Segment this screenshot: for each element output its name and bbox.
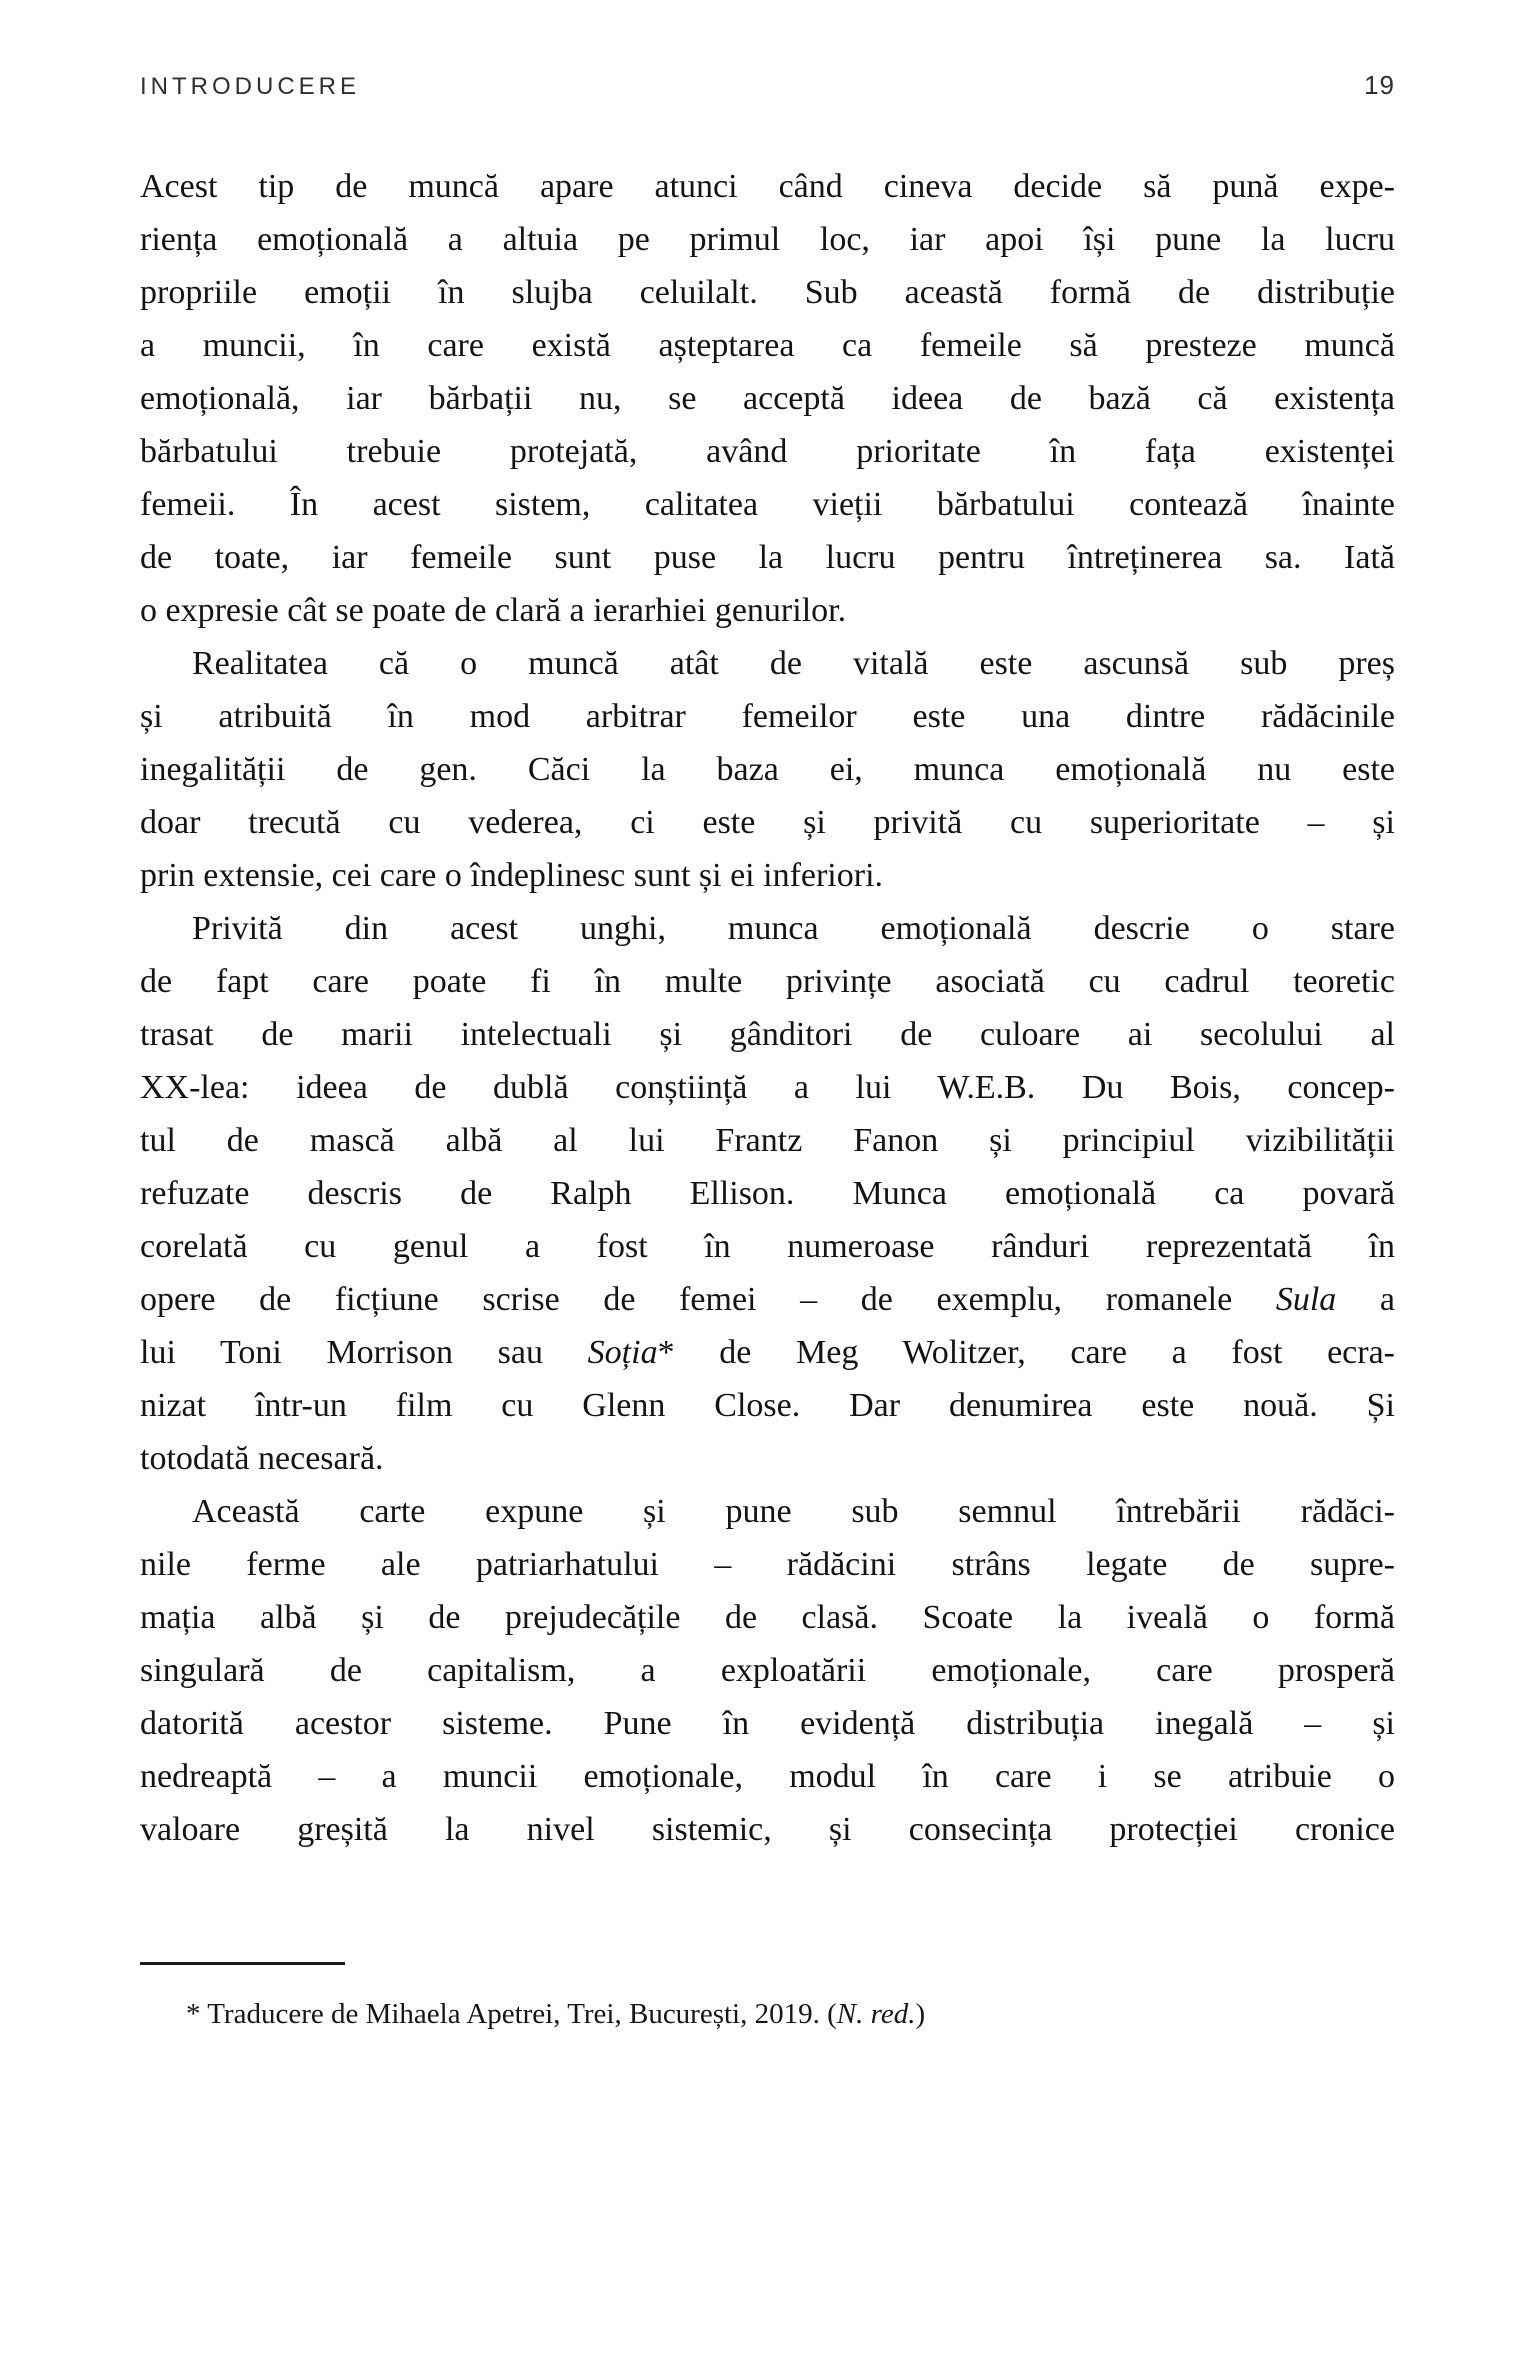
- body-text: [140, 160, 1395, 1856]
- chapter-title: INTRODUCERE: [140, 73, 361, 100]
- text-line: singulară de capitalism, a exploatării emoționale, care prosperă: [140, 1652, 1395, 1689]
- text-line: Această carte expune și pune sub semnul întrebării rădăci-: [192, 1493, 1395, 1530]
- text-line: inegalității de gen. Căci la baza ei, munca emoțională nu este: [140, 751, 1395, 788]
- text-line: datorită acestor sisteme. Pune în evidență distribuția inegală – și: [140, 1705, 1395, 1742]
- text-line: prin extensie, cei care o îndeplinesc sunt și ei inferiori.: [140, 857, 884, 894]
- text-line: trasat de marii intelectuali și gânditori de culoare ai secolului al: [140, 1016, 1395, 1053]
- text-line: Privită din acest unghi, munca emoțională descrie o stare: [192, 910, 1395, 947]
- paragraph: [140, 902, 1395, 1485]
- footnote: * Traducere de Mihaela Apetrei, Trei, București, 2019. (N. red.): [186, 1998, 926, 2030]
- text-line: de toate, iar femeile sunt puse la lucru pentru întreținerea sa. Iată: [140, 539, 1395, 576]
- text-line: de fapt care poate fi în multe privințe asociată cu cadrul teoretic: [140, 963, 1395, 1000]
- text-line: riența emoțională a altuia pe primul loc, iar apoi își pune la lucru: [140, 221, 1395, 258]
- text-line: refuzate descris de Ralph Ellison. Munca emoțională ca povară: [140, 1175, 1395, 1212]
- text-line: Realitatea că o muncă atât de vitală este ascunsă sub preș: [192, 645, 1395, 682]
- italic-text: Sula: [1275, 1281, 1337, 1318]
- text-line: nile ferme ale patriarhatului – rădăcini strâns legate de supre-: [140, 1546, 1395, 1583]
- footnote-area: [140, 1962, 1395, 2035]
- paragraph: [140, 160, 1395, 637]
- italic-text: N. red.: [836, 1998, 916, 2030]
- text-line: Acest tip de muncă apare atunci când cineva decide să pună expe-: [140, 168, 1395, 205]
- text-line: XX-lea: ideea de dublă conștiință a lui W.E.B. Du Bois, concep-: [140, 1069, 1395, 1106]
- text-line: o expresie cât se poate de clară a ierarhiei genurilor.: [140, 592, 847, 629]
- running-head: [140, 70, 1395, 101]
- page-number: 19: [1364, 70, 1395, 100]
- paragraph: [140, 637, 1395, 902]
- text-line: tul de mască albă al lui Frantz Fanon și principiul vizibilității: [140, 1122, 1395, 1159]
- text-line: doar trecută cu vederea, ci este și privită cu superioritate – și: [140, 804, 1395, 841]
- text-line: bărbatului trebuie protejată, având prioritate în fața existenței: [140, 433, 1395, 470]
- paragraph: [140, 1485, 1395, 1856]
- text-line: propriile emoții în slujba celuilalt. Sub această formă de distribuție: [140, 274, 1395, 311]
- italic-text: Soția: [587, 1334, 658, 1371]
- text-line: valoare greșită la nivel sistemic, și consecința protecției cronice: [140, 1811, 1395, 1848]
- text-line: opere de ficțiune scrise de femei – de exemplu, romanele Sula a: [140, 1281, 1395, 1318]
- text-line: corelată cu genul a fost în numeroase rânduri reprezentată în: [140, 1228, 1395, 1265]
- footnote-rule: [140, 1962, 345, 1965]
- text-line: nedreaptă – a muncii emoționale, modul în care i se atribuie o: [140, 1758, 1395, 1795]
- text-line: și atribuită în mod arbitrar femeilor este una dintre rădăcinile: [140, 698, 1395, 735]
- text-line: totodată necesară.: [140, 1440, 384, 1477]
- text-line: femeii. În acest sistem, calitatea vieții bărbatului contează înainte: [140, 486, 1395, 523]
- text-line: nizat într-un film cu Glenn Close. Dar denumirea este nouă. Și: [140, 1387, 1395, 1424]
- text-line: mația albă și de prejudecățile de clasă. Scoate la iveală o formă: [140, 1599, 1395, 1636]
- text-line: lui Toni Morrison sau Soția* de Meg Wolitzer, care a fost ecra-: [140, 1334, 1395, 1371]
- text-line: a muncii, în care există așteptarea ca femeile să presteze muncă: [140, 327, 1395, 364]
- text-line: emoțională, iar bărbații nu, se acceptă ideea de bază că existența: [140, 380, 1395, 417]
